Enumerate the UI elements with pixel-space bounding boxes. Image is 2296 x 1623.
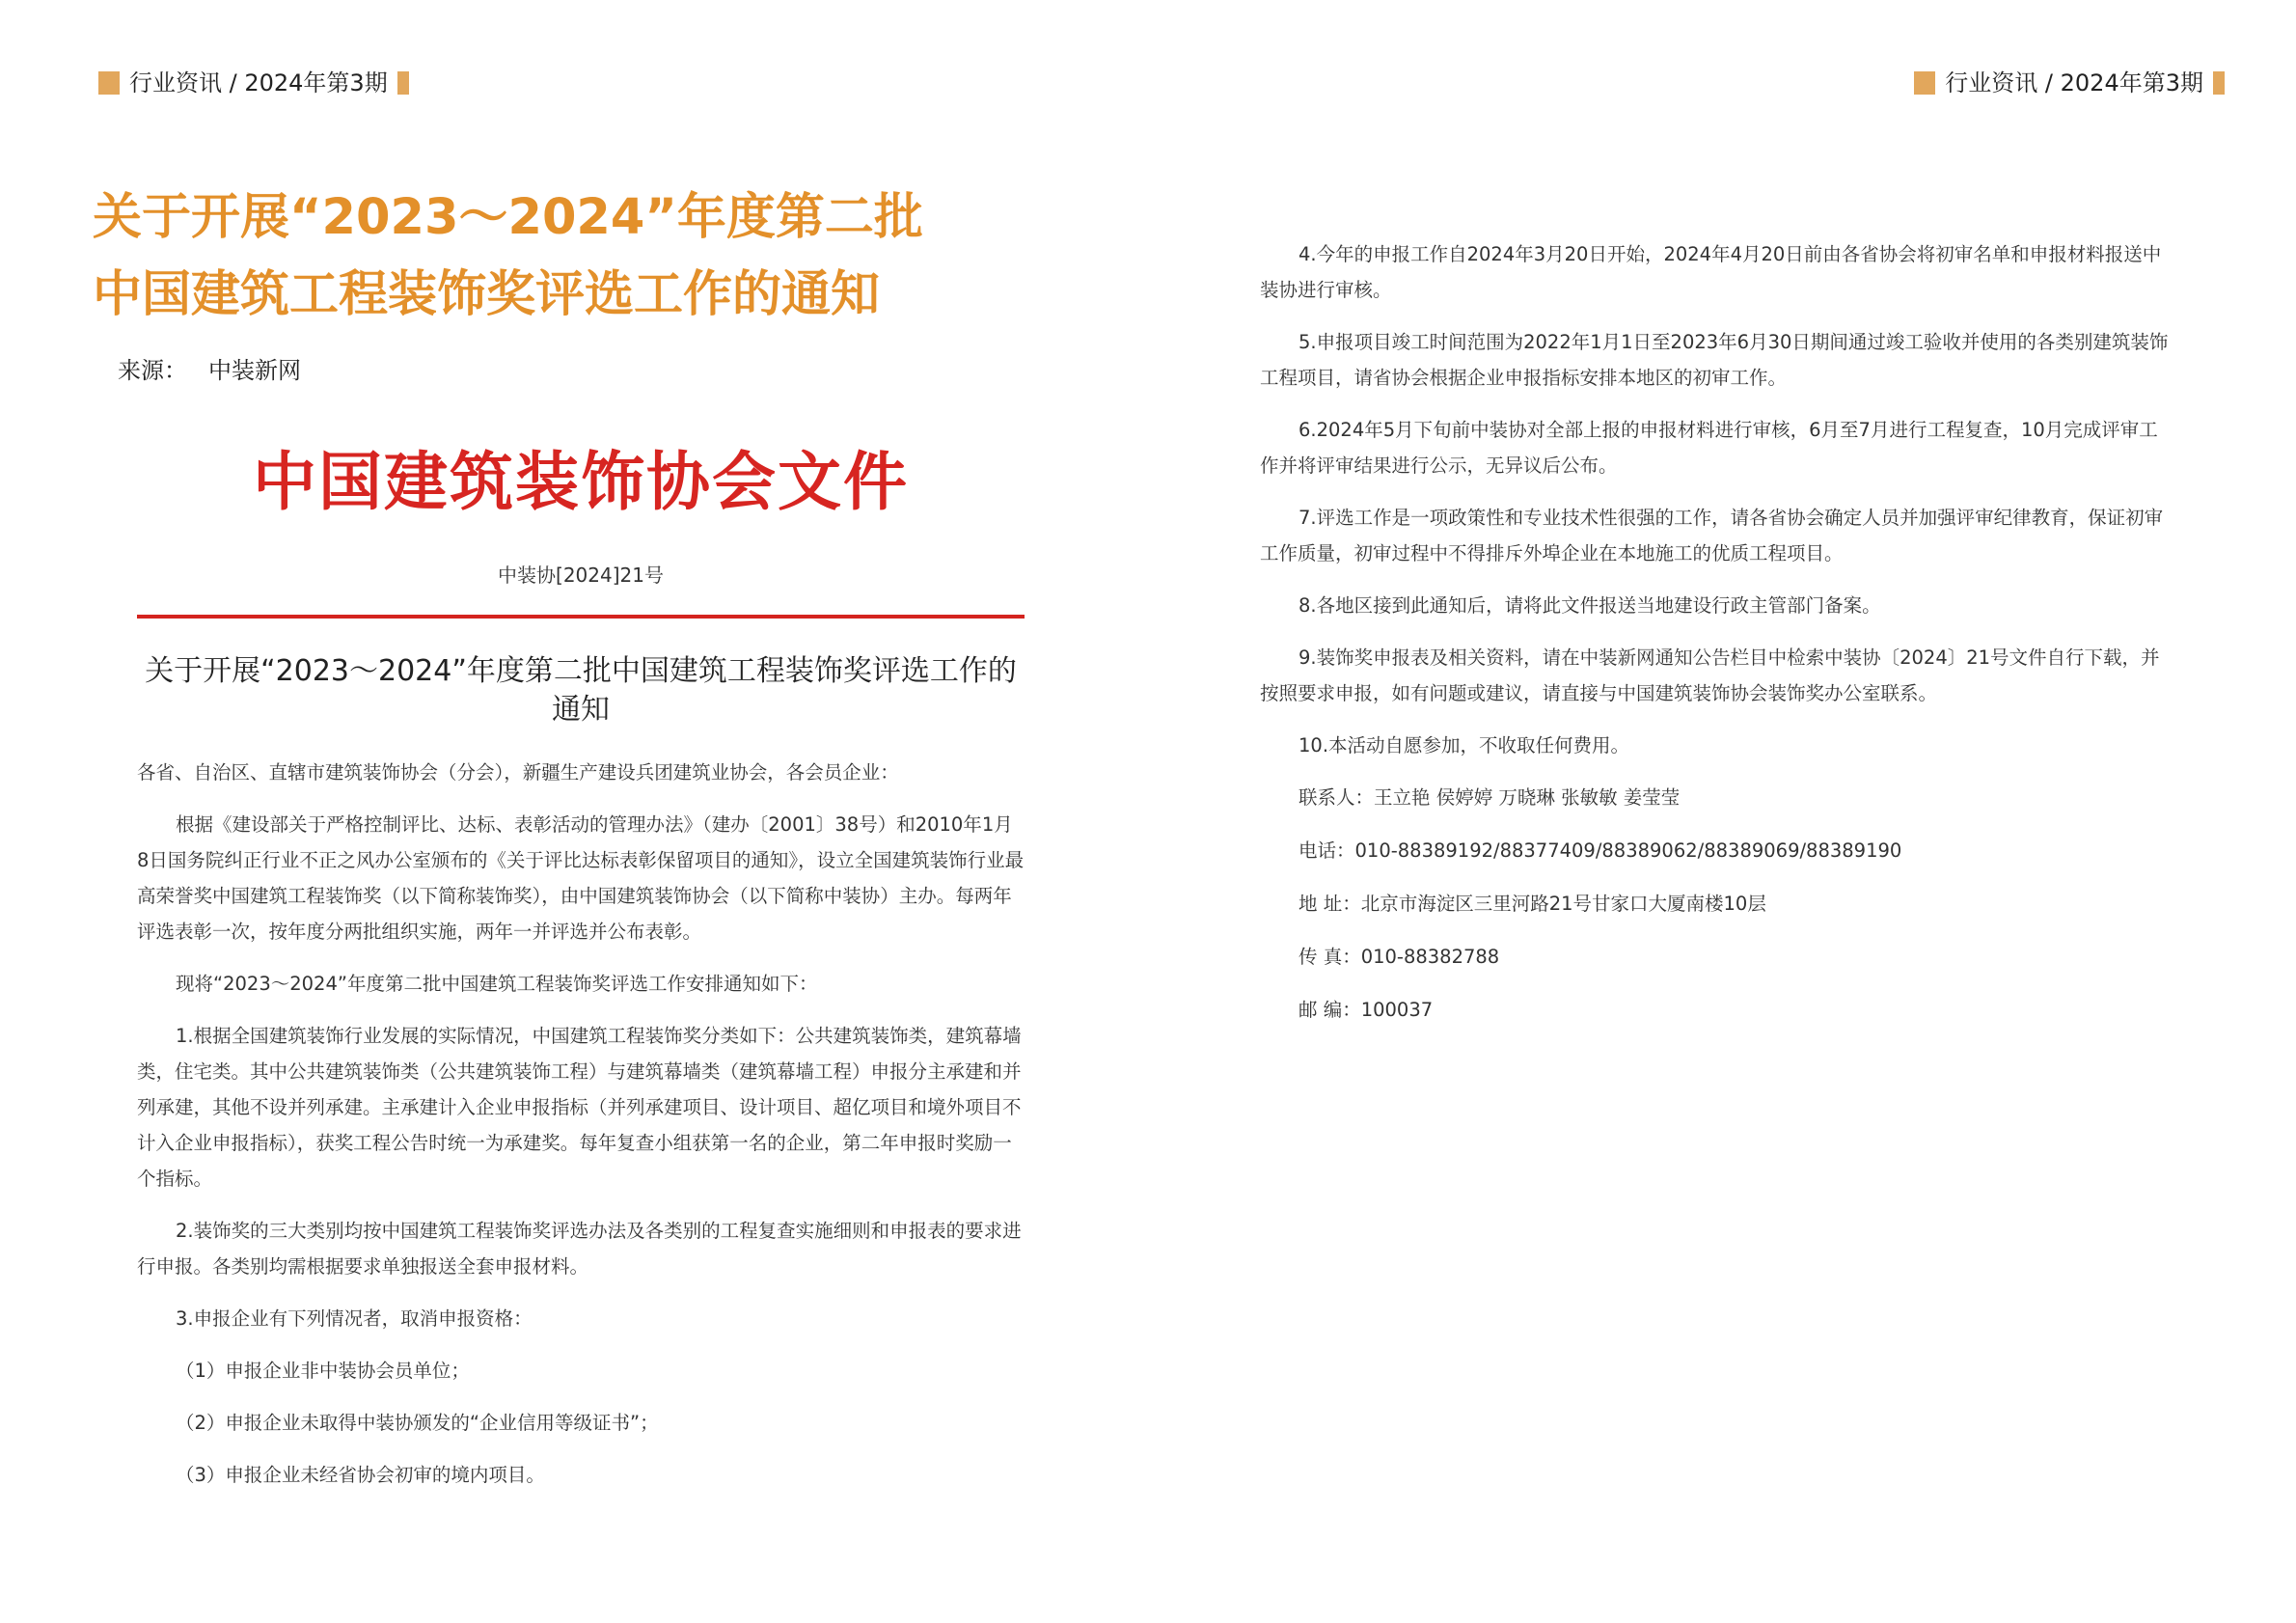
header-left-label: 行业资讯 / 2024年第3期: [129, 69, 388, 96]
item-10: 10.本活动自愿参加，不收取任何费用。: [1298, 734, 1630, 756]
source-value: 中装新网: [208, 357, 301, 384]
document-number: 中装协[2024]21号: [498, 564, 664, 587]
header-bar-icon: [397, 71, 409, 95]
article-title: [93, 179, 923, 334]
intro-paragraph: 根据《建设部关于严格控制评比、达标、表彰活动的管理办法》（建办〔2001〕38号）和2010年1月8日国务院纠正行业不正之风办公室颁布的《关于评比达标表彰保留项目的通知》，设立全国建筑装饰行业最高荣誉奖中国建筑工程装饰奖（以下简称装饰奖），由中国建筑装饰协会（以下简称中装协）主办。每两年评选表彰一次，按年度分两批组织实施，两年一并评选并公布表彰。: [137, 813, 1025, 943]
header-bar-icon: [98, 71, 120, 95]
document-title: 关于开展“2023～2024”年度第二批中国建筑工程装饰奖评选工作的通知: [145, 654, 1017, 727]
contact-postcode: 邮 编：100037: [1298, 999, 1434, 1021]
item-2: 2.装饰奖的三大类别均按中国建筑工程装饰奖评选办法及各类别的工程复查实施细则和申报表的要求进行申报。各类别均需根据要求单独报送全套申报材料。: [137, 1220, 1022, 1278]
source-label: 来源：: [118, 357, 187, 384]
item-9: 9.装饰奖申报表及相关资料，请在中装新网通知公告栏目中检索中装协〔2024〕21号文件自行下载，并按照要求申报，如有问题或建议，请直接与中国建筑装饰协会装饰奖办公室联系。: [1260, 646, 2160, 704]
contact-address: 地 址：北京市海淀区三里河路21号甘家口大厦南楼10层: [1298, 893, 1766, 915]
article-title-line2: 中国建筑工程装饰奖评选工作的通知: [93, 266, 881, 323]
contact-persons: 联系人：王立艳 侯婷婷 万晓琳 张敏敏 姜莹莹: [1298, 786, 1681, 809]
article-source: [118, 351, 301, 385]
header-bar-icon: [2213, 71, 2225, 95]
salutation: 各省、自治区、直辖市建筑装饰协会（分会），新疆生产建设兵团建筑业协会，各会员企业：: [137, 761, 899, 784]
article-title-line1: 关于开展“2023～2024”年度第二批: [93, 189, 923, 246]
contact-phone: 电话：010-88389192/88377409/88389062/88389069/88389190: [1298, 839, 1902, 862]
header-right-label: 行业资讯 / 2024年第3期: [1945, 69, 2203, 96]
red-divider: [137, 615, 1025, 619]
item-7: 7.评选工作是一项政策性和专业技术性很强的工作，请各省协会确定人员并加强评审纪律教育，保证初审工作质量，初审过程中不得排斥外埠企业在本地施工的优质工程项目。: [1260, 507, 2164, 564]
item-8: 8.各地区接到此通知后，请将此文件报送当地建设行政主管部门备案。: [1298, 594, 1881, 617]
body-column-left: [137, 755, 1025, 1509]
header-bar-icon: [1914, 71, 1935, 95]
notice-paragraph: 现将“2023～2024”年度第二批中国建筑工程装饰奖评选工作安排通知如下：: [176, 973, 818, 995]
page-header-left: [98, 66, 409, 100]
contact-fax: 传 真：010-88382788: [1298, 946, 1500, 968]
item-1: 1.根据全国建筑装饰行业发展的实际情况，中国建筑工程装饰奖分类如下：公共建筑装饰类，建筑幕墙类，住宅类。其中公共建筑装饰类（公共建筑装饰工程）与建筑幕墙类（建筑幕墙工程）申报分主承建和并列承建，其他不设并列承建。主承建计入企业申报指标（并列承建项目、设计项目、超亿项目和境外项目不计入企业申报指标），获奖工程公告时统一为承建奖。每年复查小组获第一名的企业，第二年申报时奖励一个指标。: [137, 1025, 1022, 1190]
item-3-2: （2）申报企业未取得中装协颁发的“企业信用等级证书”；: [176, 1412, 659, 1434]
item-6: 6.2024年5月下旬前中装协对全部上报的申报材料进行审核，6月至7月进行工程复查，10月完成评审工作并将评审结果进行公示，无异议后公布。: [1260, 419, 2158, 477]
item-3-1: （1）申报企业非中装协会员单位；: [176, 1360, 470, 1382]
item-3: 3.申报企业有下列情况者，取消申报资格：: [176, 1307, 533, 1330]
page-header-right: [1914, 66, 2225, 100]
item-5: 5.申报项目竣工时间范围为2022年1月1日至2023年6月30日期间通过竣工验收并使用的各类别建筑装饰工程项目，请省协会根据企业申报指标安排本地区的初审工作。: [1260, 331, 2169, 389]
item-3-3: （3）申报企业未经省协会初审的境内项目。: [176, 1464, 545, 1486]
issuer-header: 中国建筑装饰协会文件: [253, 444, 909, 519]
item-4: 4.今年的申报工作自2024年3月20日开始，2024年4月20日前由各省协会将初审名单和申报材料报送中装协进行审核。: [1260, 243, 2162, 301]
body-column-right: [1260, 236, 2174, 1045]
